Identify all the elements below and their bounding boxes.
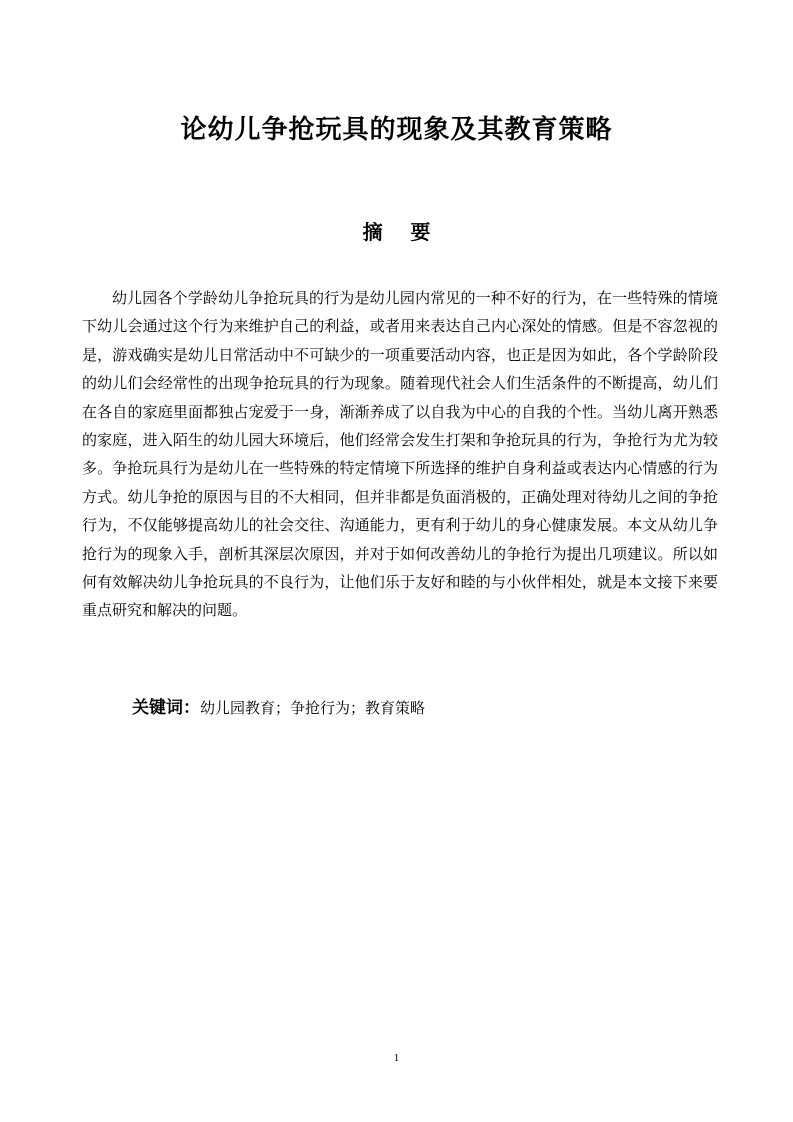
page-number: 1 [393, 1052, 400, 1064]
keywords-label: 关键词： [132, 698, 200, 718]
abstract-heading: 摘 要 [362, 220, 431, 244]
keywords-line [132, 694, 722, 722]
abstract-body: 幼儿园各个学龄幼儿争抢玩具的行为是幼儿园内常见的一种不好的行为，在一些特殊的情境下幼儿会通过这个行为来维护自己的利益，或者用来表达自己内心深处的情感。但是不容忽视的是，游戏确实是幼儿日常活动中不可缺少的一项重要活动内容，也正是因为如此，各个学龄阶段的幼儿们会经常性的出现争抢玩具的行为现象。随着现代社会人们生活条件的不断提高，幼儿们在各自的家庭里面都独占宠爱于一身，渐渐养成了以自我为中心的自我的个性。当幼儿离开熟悉的家庭，进入陌生的幼儿园大环境后，他们经常会发生打架和争抢玩具的行为，争抢行为尤为较多。争抢玩具行为是幼儿在一些特殊的特定情境下所选择的维护自身利益或表达内心情感的行为方式。幼儿争抢的原因与目的不大相同，但并非都是负面消极的，正确处理对待幼儿之间的争抢行为，不仅能够提高幼儿的社会交往、沟通能力，更有利于幼儿的身心健康发展。本文从幼儿争抢行为的现象入手，剖析其深层次原因，并对于如何改善幼儿的争抢行为提出几项建议。所以如何有效解决幼儿争抢玩具的不良行为，让他们乐于友好和睦的与小伙伴相处，就是本文接下来要重点研究和解决的问题。 [82, 289, 718, 620]
keywords-text: 幼儿园教育；争抢行为；教育策略 [200, 699, 426, 717]
document-title: 论幼儿争抢玩具的现象及其教育策略 [180, 115, 613, 145]
